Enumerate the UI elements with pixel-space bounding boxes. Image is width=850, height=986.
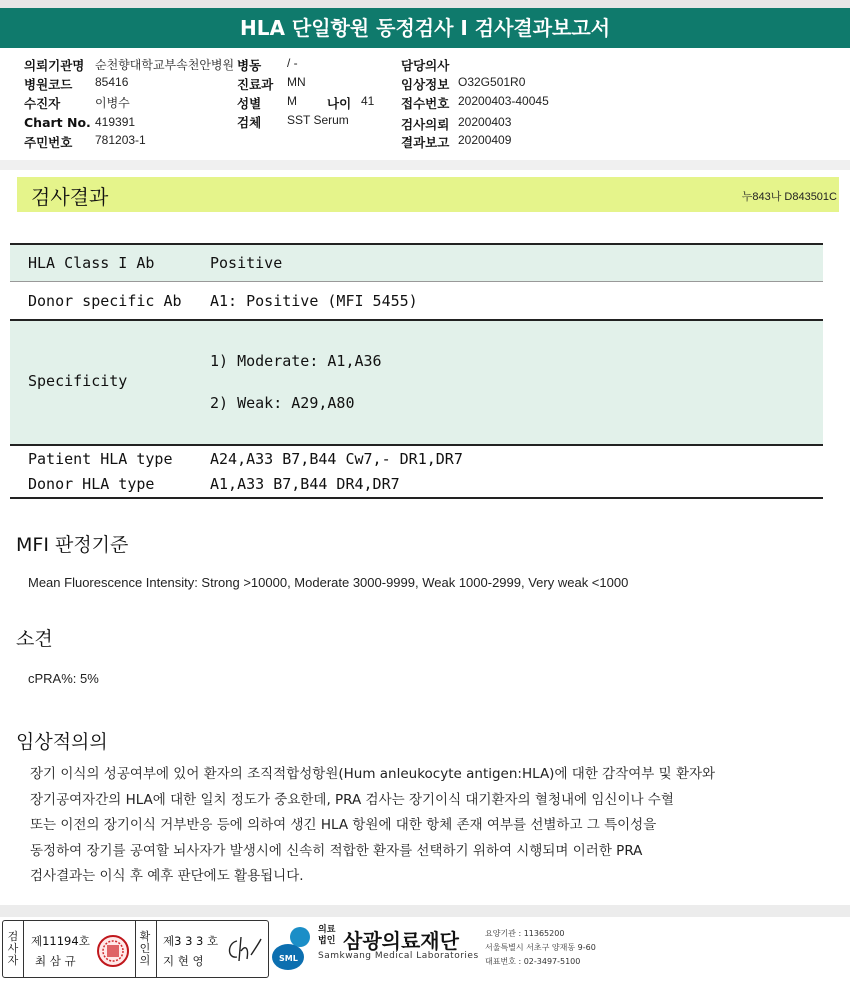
org-name-en: Samkwang Medical Laboratories [318, 951, 479, 961]
chart-label: Chart No. [24, 115, 91, 130]
request-value: 20200403 [458, 115, 512, 129]
request-label: 검사의뢰 [401, 117, 450, 132]
header-divider [0, 160, 850, 170]
results-title: 검사결과 [31, 185, 109, 209]
clinical-significance-text [30, 762, 820, 890]
hospital-code-value: 85416 [95, 75, 129, 89]
row-value-donor-hla: A1,A33 B7,B44 DR4,DR7 [210, 475, 400, 493]
ward-label: 병동 [237, 58, 262, 73]
top-frame [0, 0, 850, 8]
dept-value: MN [287, 75, 306, 89]
sml-logo-icon [270, 921, 316, 973]
org-info-address: 서울특별시 서초구 양재동 9-60 [485, 943, 596, 952]
sex-label: 성별 [237, 96, 262, 111]
paragraph-line: 동정하여 장기를 공여할 뇌사자가 발생시에 신속히 적합한 환자를 선택하기 위하여 시행되며 이러한 PRA [30, 842, 643, 859]
row-value-specificity-1: 1) Moderate: A1,A36 [210, 352, 382, 370]
report-title: HLA 단일항원 동정검사 I 검사결과보고서 [0, 8, 850, 48]
row-label-specificity: Specificity [28, 372, 128, 390]
tester-label: 검 사 자 [7, 930, 19, 967]
age-label: 나이 [327, 96, 352, 111]
table-row [10, 245, 823, 281]
org-info-phone: 대표번호 : 02-3497-5100 [485, 957, 581, 966]
tester-number: 제11194호 [31, 934, 90, 948]
rrn-value: 781203-1 [95, 133, 146, 147]
report-header [0, 48, 850, 160]
age-value: 41 [361, 94, 375, 108]
org-type-1: 의료 [318, 925, 336, 935]
mfi-text: Mean Fluorescence Intensity: Strong >10000, Moderate 3000-9999, Weak 1000-2999, Very weak <1000 [28, 575, 629, 590]
row-label-donor-hla: Donor HLA type [28, 475, 155, 493]
org-type-2: 법인 [318, 936, 336, 946]
specimen-label: 검체 [237, 115, 262, 130]
hospital-code-label: 병원코드 [24, 77, 73, 92]
signature-box [2, 920, 269, 978]
institution-value: 순천향대학교부속천안병원 [95, 58, 235, 72]
patient-value: 이병수 [95, 96, 130, 110]
rrn-label: 주민번호 [24, 135, 73, 150]
clinical-significance-title: 임상적의의 [16, 731, 108, 753]
results-header [17, 177, 839, 212]
dept-label: 진료과 [237, 77, 274, 92]
sml-logo-text: SML [279, 954, 298, 963]
table-row [10, 446, 823, 496]
org-type [318, 925, 335, 947]
specimen-value: SST Serum [287, 113, 349, 127]
seal-stamp [95, 933, 131, 969]
chart-value: 419391 [95, 115, 136, 129]
row-value-patient-hla: A24,A33 B7,B44 Cw7,- DR1,DR7 [210, 450, 463, 468]
finding-text: cPRA%: 5% [28, 671, 99, 686]
paragraph-line: 또는 이전의 장기이식 거부반응 등에 의하여 생긴 HLA 항원에 대한 항체 존재 여부를 선별하고 그 특이성을 [30, 817, 657, 833]
sex-value: M [287, 94, 297, 108]
org-name: 삼광의료재단 [343, 929, 459, 953]
handwritten-signature [223, 931, 263, 967]
row-label-dsa: Donor specific Ab [28, 292, 182, 310]
org-info-code: 요양기관 : 11365200 [485, 929, 565, 938]
institution-label: 의뢰기관명 [24, 58, 85, 73]
confirm-number: 제3 3 3 호 [163, 934, 219, 948]
paragraph-line: 검사결과는 이식 후 예후 판단에도 활용됩니다. [30, 868, 304, 884]
report-date-value: 20200409 [458, 133, 512, 147]
mfi-title: MFI 판정기준 [16, 534, 129, 556]
row-label-class1: HLA Class I Ab [28, 254, 155, 272]
clinical-value: O32G501R0 [458, 75, 526, 89]
tester-name: 최 삼 규 [35, 954, 76, 968]
receipt-value: 20200403-40045 [458, 94, 549, 108]
confirm-label: 확 인 의 [139, 930, 151, 967]
row-label-patient-hla: Patient HLA type [28, 450, 173, 468]
row-value-specificity-2: 2) Weak: A29,A80 [210, 394, 355, 412]
table-row [10, 321, 823, 444]
table-row [10, 282, 823, 319]
clinical-label: 임상정보 [401, 77, 450, 92]
results-code: 누843나 D843501C [741, 191, 837, 203]
footer-divider [0, 905, 850, 917]
paragraph-line: 장기공여자간의 HLA에 대한 일치 정도가 중요한데, PRA 검사는 장기이식 대기환자의 혈청내에 임신이나 수혈 [30, 791, 674, 808]
confirm-name: 지 현 영 [163, 954, 204, 968]
ward-value: / - [287, 56, 298, 70]
report-date-label: 결과보고 [401, 135, 450, 150]
paragraph-line: 장기 이식의 성공여부에 있어 환자의 조직적합성항원(Hum anleukocyte antigen:HLA)에 대한 감작여부 및 환자와 [30, 766, 716, 782]
table-line [10, 497, 823, 499]
doctor-label: 담당의사 [401, 58, 450, 73]
finding-title: 소견 [16, 628, 53, 650]
row-value-dsa: A1: Positive (MFI 5455) [210, 292, 418, 310]
patient-label: 수진자 [24, 96, 61, 111]
receipt-label: 접수번호 [401, 96, 450, 111]
row-value-class1: Positive [210, 254, 283, 272]
